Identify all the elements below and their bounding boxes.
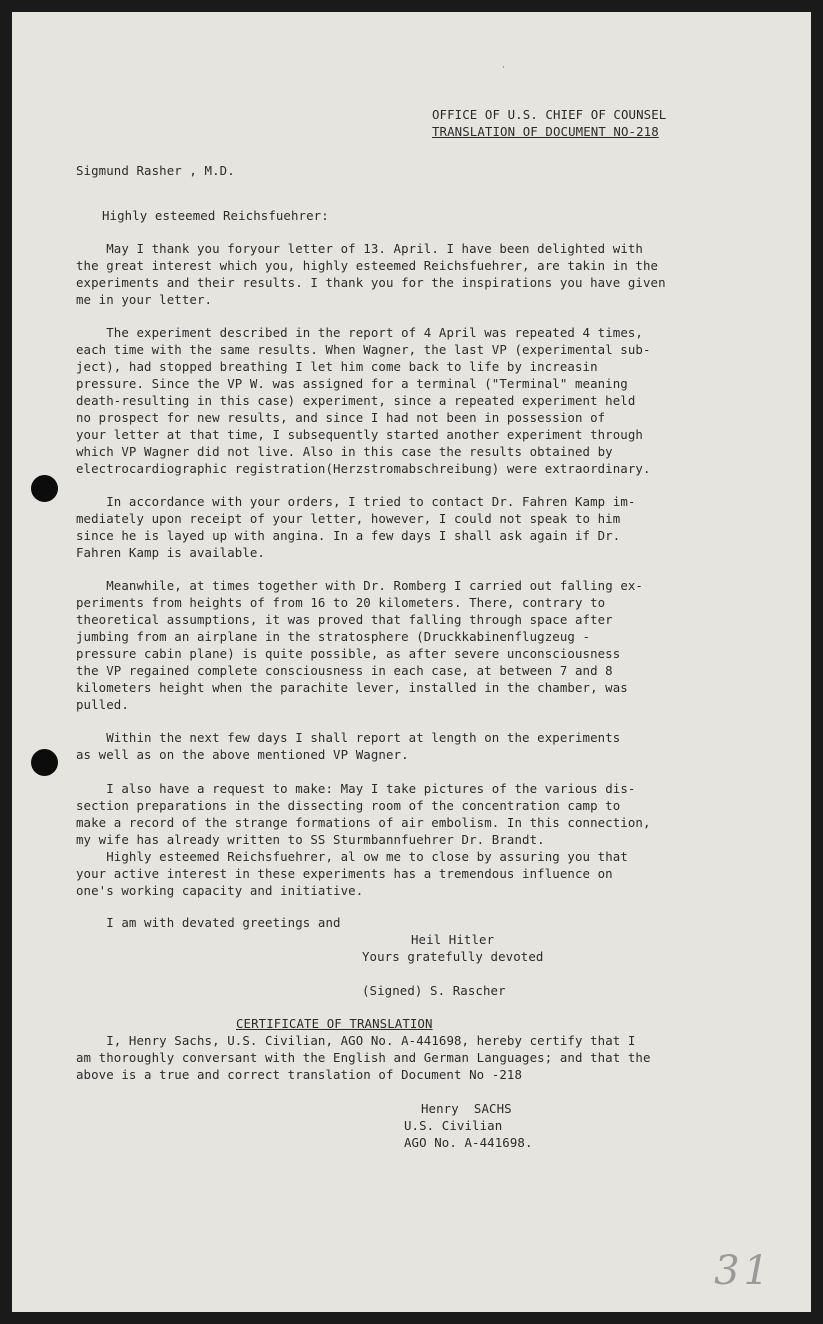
signature-line: (Signed) S. Rascher [362, 983, 506, 998]
paragraph-5: Within the next few days I shall report at length on the experiments as well as on the above mentioned VP Wagner. [76, 730, 621, 762]
ink-speck: · [502, 62, 505, 72]
sender-line: Sigmund Rasher , M.D. [76, 163, 235, 178]
office-line: OFFICE OF U.S. CHIEF OF COUNSEL [432, 107, 667, 122]
paragraph-2: The experiment described in the report of 4 April was repeated 4 times, each time with the same results. When Wagner, the last VP (experimental sub- ject), had stopped breathing I let him come back to life by increasin pressure. Since the VP W. was assigned for a terminal ("Terminal" meaning death-resulting in this case) experiment, since a repeated experiment held no prospect for new results, and since I had not been in possession of your letter at that time, I subsequently started another experiment through which VP Wagner did not live. Also in this case the results obtained by electrocardiographic registration(Herzstromabschreibung) were extraordinary. [76, 325, 651, 476]
closing-heil: Heil Hitler [411, 932, 495, 947]
punch-hole-upper [31, 475, 58, 502]
translator-name: Henry SACHS [421, 1101, 512, 1116]
paragraph-6: I also have a request to make: May I take pictures of the various dis- section preparations in the dissecting room of the concentration camp to make a record of the strange formations of air embolism. In this connection, my wife has already written to SS Sturmbannfuehrer Dr. Brandt. Highly esteemed Reichsfuehrer, al ow me to close by assuring you that your active interest in these experiments has a tremendous influence on one's working capacity and initiative. [76, 781, 651, 898]
paragraph-4: Meanwhile, at times together with Dr. Romberg I carried out falling ex- periments from heights of from 16 to 20 kilometers. There, contrary to theoretical assumptions, it was proved that falling through space after jumbing from an airplane in the stratosphere (Druckkabinenflugzeug - pressure cabin plane) is quite possible, as after severe unconsciousness the VP regained complete consciousness in each case, at between 7 and 8 kilometers height when the parachite lever, installed in the chamber, was pulled. [76, 578, 643, 712]
translation-line: TRANSLATION OF DOCUMENT NO-218 [432, 124, 659, 139]
certificate-title: CERTIFICATE OF TRANSLATION [236, 1016, 433, 1031]
document-header [432, 106, 666, 140]
paragraph-7: I am with devated greetings and [76, 915, 341, 930]
salutation: Highly esteemed Reichsfuehrer: [102, 208, 329, 223]
paragraph-3: In accordance with your orders, I tried to contact Dr. Fahren Kamp im- mediately upon receipt of your letter, however, I could not speak to him since he is layed up with angina. In a few days I shall ask again if Dr. Fahren Kamp is available. [76, 494, 636, 560]
certificate-body: I, Henry Sachs, U.S. Civilian, AGO No. A-441698, hereby certify that I am thoroughly conversant with the English and German Languages; and that the above is a true and correct translation of Document No -218 [76, 1033, 651, 1082]
page-number: 31 [714, 1248, 773, 1294]
translator-role: U.S. Civilian [404, 1118, 503, 1133]
translator-ago: AGO No. A-441698. [404, 1135, 533, 1150]
punch-hole-lower [31, 749, 58, 776]
paragraph-1: May I thank you foryour letter of 13. April. I have been delighted with the great interest which you, highly esteemed Reichsfuehrer, are takin in the experiments and their results. I thank you for the inspirations you have given me in your letter. [76, 241, 666, 307]
closing-yours: Yours gratefully devoted [362, 949, 544, 964]
document-page [12, 12, 811, 1312]
